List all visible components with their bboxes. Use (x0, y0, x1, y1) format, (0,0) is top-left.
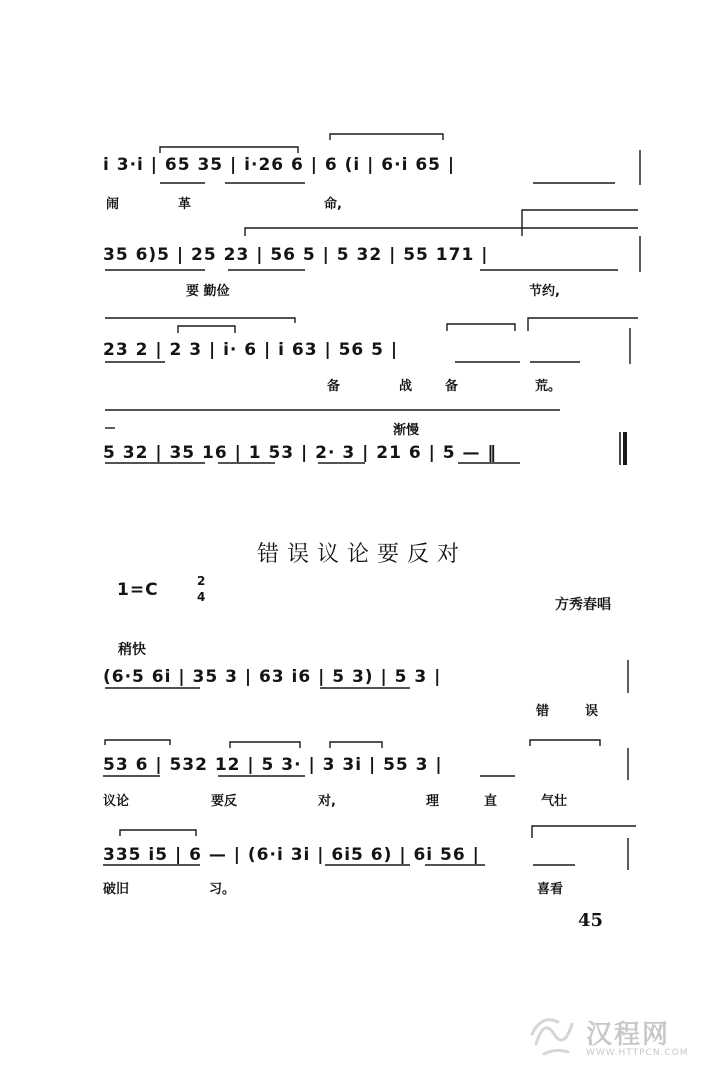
system-3-lyric-1: 备 (327, 379, 341, 394)
system-1-lyric-1: 闹 (106, 197, 120, 212)
page-number: 45 (578, 910, 604, 931)
system-3-lyric-2: 战 (399, 379, 413, 394)
system-7-lyric-3: 喜看 (537, 882, 564, 897)
singer-credit: 方秀春唱 (555, 597, 611, 613)
system-3-lyric-4: 荒。 (535, 379, 562, 394)
system-5-notes: (6·5 6i | 35 3 | 63 i6 | 5 3) | 5 3 | (103, 667, 442, 687)
system-1-notes: i 3·i | 65 35 | i·26 6 | 6 (i | 6·i 65 | (103, 155, 456, 175)
system-7-notes: 335 i5 | 6 — | (6·i 3i | 6i5 6) | 6i 56 | (103, 845, 480, 865)
tempo-mark-rit: 渐慢 (393, 423, 420, 438)
system-5-lyric-1: 错 (536, 704, 550, 719)
system-2-lyric-2: 节约, (529, 284, 560, 299)
system-2-lyric-1: 要 勤俭 (186, 284, 230, 299)
key-signature: 1=C (117, 580, 159, 600)
system-6-lyric-1: 议论 (103, 794, 130, 809)
system-3-notes: 23 2 | 2 3 | i· 6 | i 63 | 56 5 | (103, 340, 399, 360)
system-2-notes: 35 6)5 | 25 23 | 56 5 | 5 32 | 55 171 | (103, 245, 489, 265)
tempo-marking: 稍快 (118, 642, 146, 658)
system-7-lyric-1: 破旧 (103, 882, 130, 897)
system-6-lyric-4: 理 (426, 794, 440, 809)
time-signature-bottom: 4 (197, 590, 207, 604)
system-6-notes: 53 6 | 532 12 | 5 3· | 3 3i | 55 3 | (103, 755, 443, 775)
system-7-lyric-2: 习。 (209, 882, 236, 897)
system-6-lyric-3: 对, (318, 794, 336, 809)
system-6-lyric-5: 直 (484, 794, 498, 809)
watermark-name: 汉程网 (586, 1020, 671, 1050)
system-1-lyric-3: 命, (324, 197, 342, 212)
system-1-lyric-2: 革 (178, 197, 192, 212)
system-3-lyric-3: 备 (445, 379, 459, 394)
system-6-lyric-6: 气壮 (541, 794, 568, 809)
time-signature-top: 2 (197, 574, 207, 588)
system-6-lyric-2: 要反 (211, 794, 238, 809)
song-title: 错误议论要反对 (257, 542, 468, 567)
system-4-notes: 5 32 | 35 16 | 1 53 | 2· 3 | 21 6 | 5 — ‖ (103, 443, 497, 463)
watermark-url: WWW.HTTPCN.COM (586, 1048, 689, 1058)
system-5-lyric-2: 误 (585, 704, 599, 719)
